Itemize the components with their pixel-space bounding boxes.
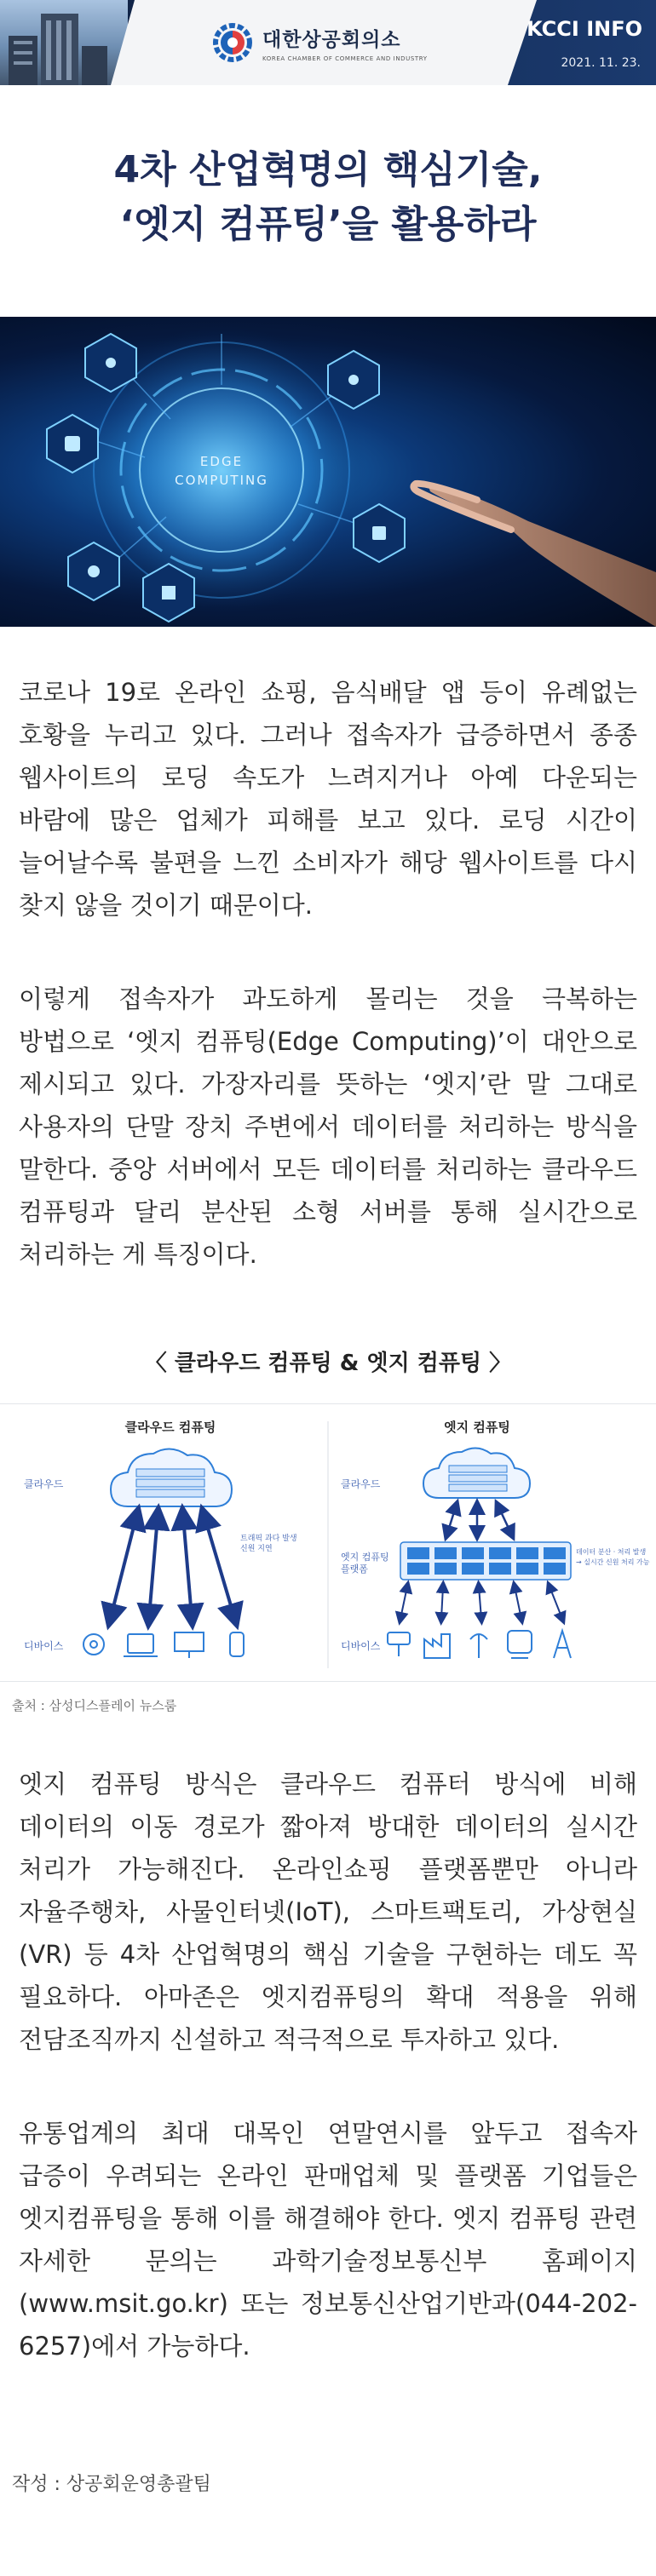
- right-note-1: 데이터 분산 · 처리 발생: [576, 1548, 647, 1556]
- edge-platform-block: [400, 1542, 571, 1580]
- paragraph-4: 유통업계의 최대 대목인 연말연시를 앞두고 접속자 급증이 우려되는 온라인 판매업체 및 플랫폼 기업들은 엣지컴퓨팅을 통해 이를 해결해야 한다. 엣지 컴퓨팅 관련 자세한 문의는 과학기술정보통신부 홈페이지(www.msit.go.kr) 또는 정보통신산업기반과(044-202-6257)에서 가능하다.: [19, 2119, 637, 2361]
- right-device-label: 디바이스: [341, 1640, 381, 1652]
- diagram-left-heading: 클라우드 컴퓨팅: [124, 1420, 216, 1435]
- article-title: [0, 143, 656, 252]
- right-device-icons: [388, 1631, 571, 1658]
- org-name-ko: 대한상공회의소: [262, 28, 401, 51]
- hero-label-edge: EDGE: [199, 454, 244, 469]
- edge-computing-illustration: [0, 317, 656, 627]
- edge-platform-label-1: 엣지 컴퓨팅: [341, 1552, 389, 1563]
- right-note-2: → 실시간 신원 처리 가능: [576, 1558, 650, 1566]
- org-name-en: KOREA CHAMBER OF COMMERCE AND INDUSTRY: [262, 55, 428, 62]
- diagram-right-heading: 엣지 컴퓨팅: [444, 1420, 510, 1435]
- right-cloud-label: 클라우드: [341, 1478, 381, 1490]
- author-credit: 작성 : 상공회운영총괄팀: [12, 2474, 211, 2495]
- hero-image: [0, 317, 656, 627]
- hero-label-computing: COMPUTING: [175, 473, 268, 488]
- cloud-vs-edge-diagram: [0, 1403, 656, 1682]
- paragraph-2: 이렇게 접속자가 과도하게 몰리는 것을 극복하는 방법으로 ‘엣지 컴퓨팅(Edge Computing)’이 대안으로 제시되고 있다. 가장자리를 뜻하는 ‘엣지’란 말 그대로 사용자의 단말 장치 주변에서 데이터를 처리하는 방식을 말한다. 중앙 서버에서 모든 데이터를 처리하는 클라우드 컴퓨팅과 달리 분산된 소형 서버를 통해 실시간으로 처리하는 게 특징이다.: [19, 984, 637, 1269]
- edge-platform-label-2: 플랫폼: [341, 1563, 368, 1575]
- left-cloud-label: 클라우드: [24, 1478, 64, 1490]
- hand-illustration: [429, 485, 656, 627]
- left-note-2: 신원 지연: [240, 1545, 273, 1553]
- cloud-vs-edge-svg: [0, 1404, 656, 1681]
- issue-date: 2021. 11. 23.: [561, 56, 641, 70]
- newsletter-name: KCCI INFO: [527, 17, 642, 41]
- title-line-1: 4차 산업혁명의 핵심기술,: [113, 148, 543, 192]
- title-line-2: ‘엣지 컴퓨팅’을 활용하라: [119, 203, 537, 246]
- left-device-icons: [83, 1632, 244, 1658]
- left-cloud-icon: [111, 1449, 232, 1506]
- left-device-label: 디바이스: [24, 1640, 64, 1652]
- newsletter-header: [0, 0, 656, 85]
- paragraph-3: 엣지 컴퓨팅 방식은 클라우드 컴퓨터 방식에 비해 데이터의 이동 경로가 짧아져 방대한 데이터의 실시간 처리가 가능해진다. 온라인쇼핑 플랫폼뿐만 아니라 자율주행차, 사물인터넷(IoT), 스마트팩토리, 가상현실(VR) 등 4차 산업혁명의 핵심 기술을 구현하는 데도 꼭 필요하다. 아마존은 엣지컴퓨팅의 확대 적용을 위해 전담조직까지 신설하고 적극적으로 투자하고 있다.: [19, 1770, 637, 2054]
- diagram-title: 〈 클라우드 컴퓨팅 & 엣지 컴퓨팅 〉: [144, 1351, 512, 1376]
- kcci-emblem-icon: [213, 23, 252, 62]
- kcci-logo: [213, 20, 428, 65]
- header-building-photo: [0, 0, 128, 85]
- right-cloud-icon: [423, 1448, 530, 1498]
- diagram-caption: 출처 : 삼성디스플레이 뉴스룸: [12, 1698, 177, 1713]
- paragraph-1: 코로나 19로 온라인 쇼핑, 음식배달 앱 등이 유례없는 호황을 누리고 있다. 그러나 접속자가 급증하면서 종종 웹사이트의 로딩 속도가 느려지거나 아예 다운되는 바람에 많은 업체가 피해를 보고 있다. 로딩 시간이 늘어날수록 불편을 느낀 소비자가 해당 웹사이트를 다시 찾지 않을 것이기 때문이다.: [19, 678, 637, 920]
- left-note-1: 트래픽 과다 발생: [240, 1535, 297, 1543]
